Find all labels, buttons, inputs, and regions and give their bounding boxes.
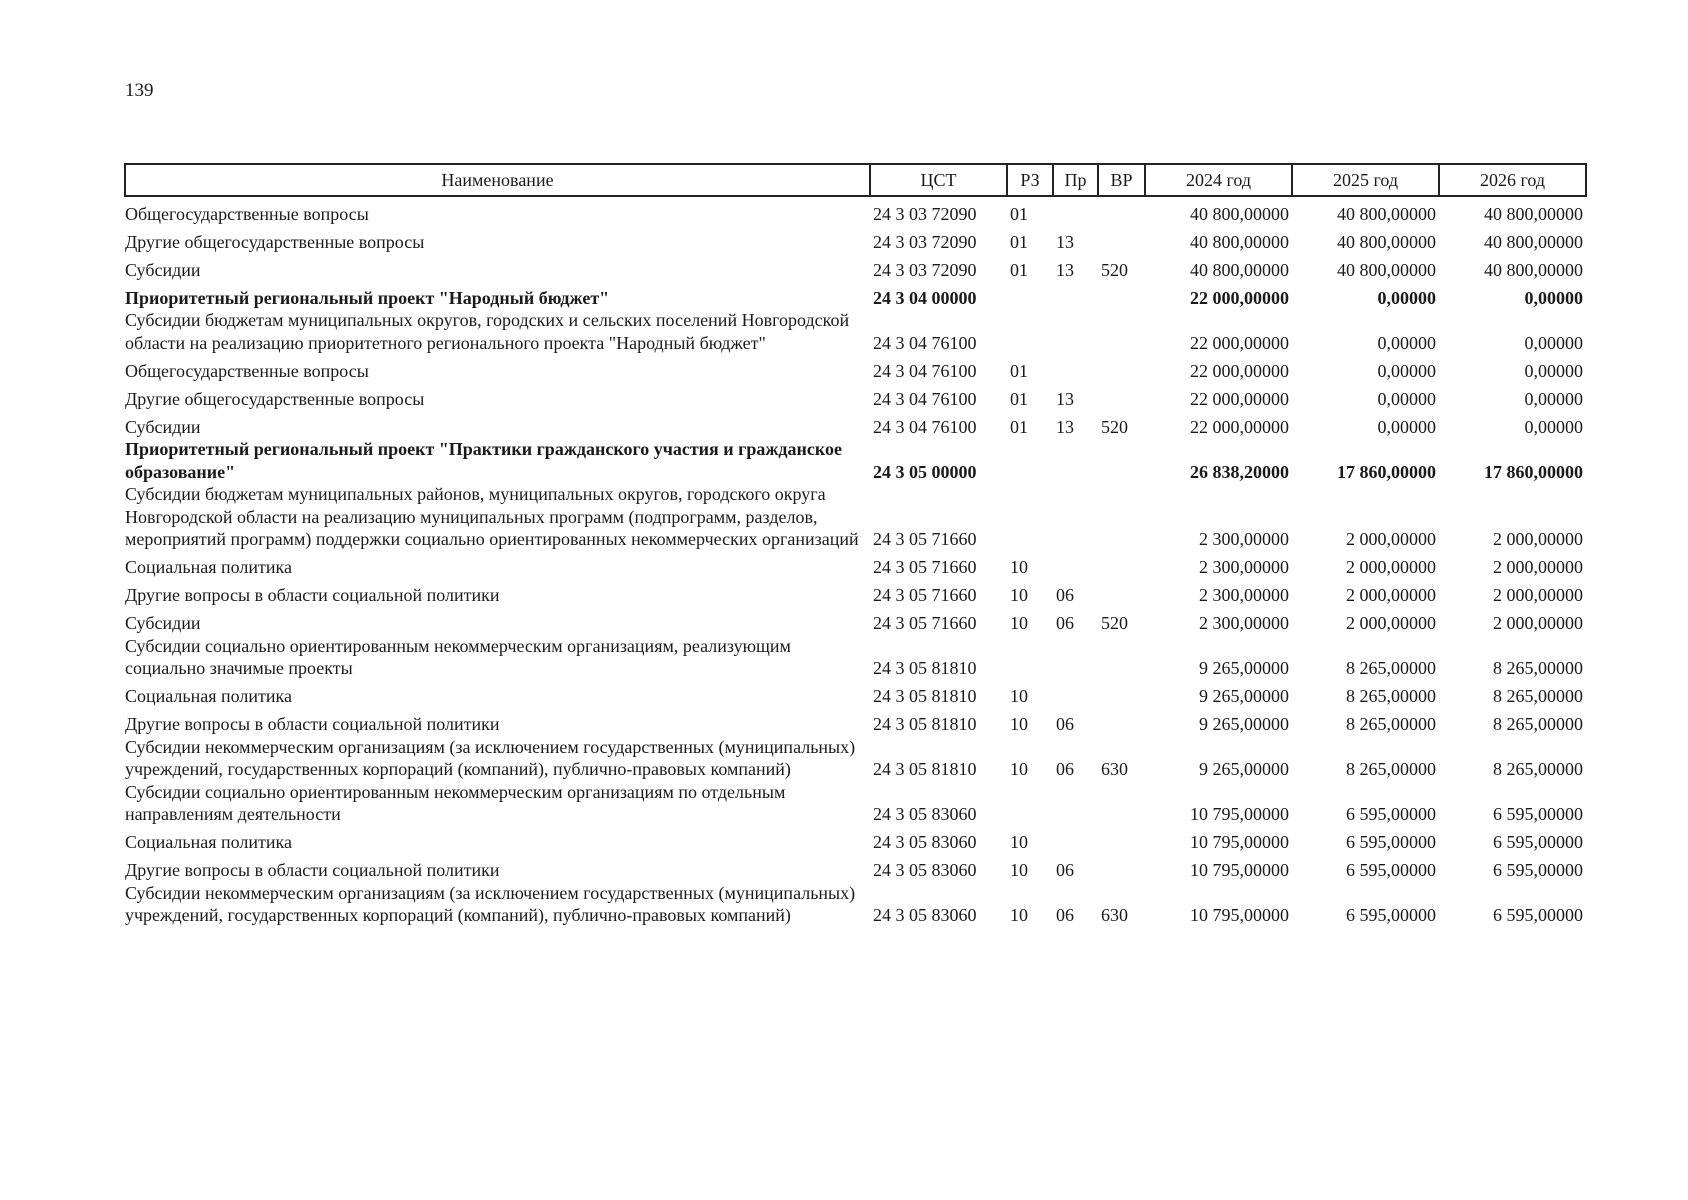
table-row bbox=[125, 882, 1586, 927]
row-cst: 24 3 05 81810 bbox=[873, 658, 977, 678]
row-2026: 0,00000 bbox=[1524, 287, 1583, 308]
row-rz: 01 bbox=[1010, 360, 1028, 381]
row-name: Социальная политика bbox=[125, 832, 292, 852]
row-vr: 520 bbox=[1101, 259, 1128, 280]
table-row bbox=[125, 680, 1586, 708]
row-rz: 10 bbox=[1010, 613, 1028, 633]
table-row bbox=[125, 483, 1586, 551]
row-2026: 40 800,00000 bbox=[1484, 231, 1583, 252]
row-2024: 22 000,00000 bbox=[1190, 360, 1289, 381]
table-row bbox=[125, 354, 1586, 382]
row-cst: 24 3 04 76100 bbox=[873, 332, 977, 353]
row-rz: 01 bbox=[1010, 416, 1028, 437]
row-rz: 10 bbox=[1010, 585, 1028, 605]
row-2025: 40 800,00000 bbox=[1337, 259, 1436, 280]
row-2026: 8 265,00000 bbox=[1493, 658, 1583, 678]
row-pr bbox=[1053, 438, 1098, 483]
header-pr: Пр bbox=[1053, 164, 1098, 196]
row-2024: 2 300,00000 bbox=[1199, 557, 1289, 577]
row-2025: 6 595,00000 bbox=[1346, 804, 1436, 824]
row-2025: 0,00000 bbox=[1377, 388, 1436, 409]
row-name: Приоритетный региональный проект "Практики гражданского участия и гражданское образование" bbox=[125, 439, 842, 482]
row-cst: 24 3 05 81810 bbox=[873, 714, 977, 734]
row-vr bbox=[1098, 483, 1145, 551]
row-pr: 06 bbox=[1056, 860, 1074, 880]
row-2024: 9 265,00000 bbox=[1199, 759, 1289, 779]
row-2025: 2 000,00000 bbox=[1346, 585, 1436, 605]
row-name: Приоритетный региональный проект "Народный бюджет" bbox=[125, 287, 610, 308]
row-vr bbox=[1098, 579, 1145, 607]
table-row bbox=[125, 225, 1586, 253]
row-vr bbox=[1098, 826, 1145, 854]
row-vr bbox=[1098, 708, 1145, 736]
row-2026: 8 265,00000 bbox=[1493, 686, 1583, 706]
row-vr: 630 bbox=[1101, 905, 1128, 925]
row-2024: 2 300,00000 bbox=[1199, 613, 1289, 633]
row-cst: 24 3 05 71660 bbox=[873, 529, 977, 549]
row-cst: 24 3 03 72090 bbox=[873, 231, 977, 252]
row-pr: 06 bbox=[1056, 759, 1074, 779]
row-rz: 01 bbox=[1010, 388, 1028, 409]
row-cst: 24 3 05 71660 bbox=[873, 557, 977, 577]
row-2025: 8 265,00000 bbox=[1346, 714, 1436, 734]
row-2026: 0,00000 bbox=[1524, 388, 1583, 409]
header-name: Наименование bbox=[125, 164, 870, 196]
row-2025: 17 860,00000 bbox=[1337, 461, 1436, 482]
row-name: Общегосударственные вопросы bbox=[125, 203, 369, 224]
header-2024: 2024 год bbox=[1145, 164, 1292, 196]
table-row bbox=[125, 607, 1586, 635]
row-2025: 8 265,00000 bbox=[1346, 658, 1436, 678]
table-row bbox=[125, 382, 1586, 410]
row-2024: 40 800,00000 bbox=[1190, 231, 1289, 252]
row-pr: 13 bbox=[1056, 388, 1074, 409]
row-cst: 24 3 05 83060 bbox=[873, 804, 977, 824]
header-2025: 2025 год bbox=[1292, 164, 1439, 196]
row-name: Другие вопросы в области социальной политики bbox=[125, 860, 500, 880]
row-2025: 0,00000 bbox=[1377, 287, 1436, 308]
row-vr bbox=[1098, 551, 1145, 579]
row-2024: 10 795,00000 bbox=[1190, 860, 1289, 880]
table-row bbox=[125, 438, 1586, 483]
row-rz bbox=[1007, 438, 1053, 483]
row-pr bbox=[1053, 281, 1098, 309]
row-rz: 01 bbox=[1010, 231, 1028, 252]
row-vr bbox=[1098, 354, 1145, 382]
table-row bbox=[125, 781, 1586, 826]
row-pr bbox=[1053, 781, 1098, 826]
row-2026: 8 265,00000 bbox=[1493, 759, 1583, 779]
row-2025: 8 265,00000 bbox=[1346, 759, 1436, 779]
header-vr: ВР bbox=[1098, 164, 1145, 196]
row-name: Субсидии некоммерческим организациям (за исключением государственных (муниципальных) учреждений, государственных корпораций (компаний), публично-правовых компаний) bbox=[125, 882, 856, 925]
row-vr bbox=[1098, 854, 1145, 882]
row-cst: 24 3 04 76100 bbox=[873, 416, 977, 437]
row-2026: 17 860,00000 bbox=[1484, 461, 1583, 482]
row-name: Субсидии некоммерческим организациям (за исключением государственных (муниципальных) учреждений, государственных корпораций (компаний), публично-правовых компаний) bbox=[125, 736, 856, 779]
row-2024: 9 265,00000 bbox=[1199, 714, 1289, 734]
table-row bbox=[125, 253, 1586, 281]
row-cst: 24 3 05 00000 bbox=[873, 461, 977, 482]
row-name: Субсидии bbox=[125, 613, 201, 633]
row-name: Субсидии социально ориентированным некоммерческим организациям, реализующим социально значимые проекты bbox=[125, 635, 791, 678]
row-2026: 6 595,00000 bbox=[1493, 905, 1583, 925]
row-vr bbox=[1098, 309, 1145, 354]
row-pr bbox=[1053, 483, 1098, 551]
row-vr bbox=[1098, 635, 1145, 680]
row-cst: 24 3 03 72090 bbox=[873, 203, 977, 224]
row-2026: 8 265,00000 bbox=[1493, 714, 1583, 734]
row-2026: 2 000,00000 bbox=[1493, 585, 1583, 605]
table-row bbox=[125, 635, 1586, 680]
row-2024: 26 838,20000 bbox=[1190, 461, 1289, 482]
row-2025: 40 800,00000 bbox=[1337, 231, 1436, 252]
row-vr: 630 bbox=[1101, 759, 1128, 779]
row-2024: 40 800,00000 bbox=[1190, 259, 1289, 280]
row-2026: 0,00000 bbox=[1524, 332, 1583, 353]
row-2026: 2 000,00000 bbox=[1493, 529, 1583, 549]
table-body bbox=[125, 196, 1586, 927]
row-pr: 06 bbox=[1056, 905, 1074, 925]
row-pr: 13 bbox=[1056, 259, 1074, 280]
row-name: Социальная политика bbox=[125, 557, 292, 577]
row-vr bbox=[1098, 781, 1145, 826]
row-pr: 13 bbox=[1056, 416, 1074, 437]
row-2026: 0,00000 bbox=[1524, 416, 1583, 437]
row-2025: 40 800,00000 bbox=[1337, 203, 1436, 224]
page-number: 139 bbox=[125, 80, 154, 101]
table-row bbox=[125, 854, 1586, 882]
table-row bbox=[125, 826, 1586, 854]
row-rz: 10 bbox=[1010, 686, 1028, 706]
row-name: Субсидии бюджетам муниципальных районов, муниципальных округов, городского округа Новгородской области на реализацию муниципальных программ (подпрограмм, разделов, мероприятий программ) поддержки социально ориентированных некоммерческих организаций bbox=[125, 484, 859, 549]
row-rz: 10 bbox=[1010, 557, 1028, 577]
row-name: Субсидии bbox=[125, 416, 201, 437]
row-pr: 06 bbox=[1056, 585, 1074, 605]
row-name: Другие общегосударственные вопросы bbox=[125, 388, 425, 409]
row-cst: 24 3 04 00000 bbox=[873, 287, 977, 308]
row-2025: 6 595,00000 bbox=[1346, 832, 1436, 852]
row-cst: 24 3 05 71660 bbox=[873, 613, 977, 633]
row-rz bbox=[1007, 781, 1053, 826]
row-cst: 24 3 04 76100 bbox=[873, 360, 977, 381]
row-name: Субсидии бюджетам муниципальных округов, городских и сельских поселений Новгородской области на реализацию приоритетного регионального проекта "Народный бюджет" bbox=[125, 310, 850, 353]
row-rz bbox=[1007, 281, 1053, 309]
row-pr bbox=[1053, 551, 1098, 579]
row-name: Другие вопросы в области социальной политики bbox=[125, 714, 500, 734]
row-2024: 9 265,00000 bbox=[1199, 686, 1289, 706]
row-rz: 01 bbox=[1010, 259, 1028, 280]
row-pr bbox=[1053, 354, 1098, 382]
row-2024: 10 795,00000 bbox=[1190, 905, 1289, 925]
row-vr: 520 bbox=[1101, 416, 1128, 437]
row-vr bbox=[1098, 281, 1145, 309]
row-rz: 10 bbox=[1010, 832, 1028, 852]
row-pr bbox=[1053, 826, 1098, 854]
table-row bbox=[125, 281, 1586, 309]
row-2025: 0,00000 bbox=[1377, 360, 1436, 381]
row-2026: 40 800,00000 bbox=[1484, 203, 1583, 224]
table-row bbox=[125, 309, 1586, 354]
row-rz: 10 bbox=[1010, 860, 1028, 880]
row-name: Общегосударственные вопросы bbox=[125, 360, 369, 381]
row-2025: 6 595,00000 bbox=[1346, 905, 1436, 925]
row-2026: 0,00000 bbox=[1524, 360, 1583, 381]
budget-table bbox=[124, 163, 1587, 927]
row-vr bbox=[1098, 196, 1145, 225]
row-rz: 10 bbox=[1010, 714, 1028, 734]
row-vr bbox=[1098, 680, 1145, 708]
table-row bbox=[125, 196, 1586, 225]
row-2026: 6 595,00000 bbox=[1493, 804, 1583, 824]
header-rz: РЗ bbox=[1007, 164, 1053, 196]
row-vr bbox=[1098, 438, 1145, 483]
table-row bbox=[125, 708, 1586, 736]
row-name: Социальная политика bbox=[125, 686, 292, 706]
row-2024: 22 000,00000 bbox=[1190, 416, 1289, 437]
table-row bbox=[125, 736, 1586, 781]
row-pr bbox=[1053, 635, 1098, 680]
table-row bbox=[125, 551, 1586, 579]
row-cst: 24 3 03 72090 bbox=[873, 259, 977, 280]
row-2024: 22 000,00000 bbox=[1190, 332, 1289, 353]
row-2026: 6 595,00000 bbox=[1493, 832, 1583, 852]
row-2024: 40 800,00000 bbox=[1190, 203, 1289, 224]
row-2024: 22 000,00000 bbox=[1190, 388, 1289, 409]
header-cst: ЦСТ bbox=[870, 164, 1007, 196]
row-2025: 6 595,00000 bbox=[1346, 860, 1436, 880]
header-2026: 2026 год bbox=[1439, 164, 1586, 196]
row-rz bbox=[1007, 483, 1053, 551]
row-2025: 2 000,00000 bbox=[1346, 557, 1436, 577]
row-pr: 13 bbox=[1056, 231, 1074, 252]
row-2024: 2 300,00000 bbox=[1199, 585, 1289, 605]
row-cst: 24 3 05 71660 bbox=[873, 585, 977, 605]
row-cst: 24 3 05 81810 bbox=[873, 686, 977, 706]
row-cst: 24 3 05 83060 bbox=[873, 832, 977, 852]
row-pr bbox=[1053, 680, 1098, 708]
row-2025: 2 000,00000 bbox=[1346, 529, 1436, 549]
row-pr bbox=[1053, 196, 1098, 225]
row-2024: 10 795,00000 bbox=[1190, 804, 1289, 824]
row-cst: 24 3 05 83060 bbox=[873, 860, 977, 880]
row-name: Другие вопросы в области социальной политики bbox=[125, 585, 500, 605]
table-row bbox=[125, 410, 1586, 438]
row-2026: 2 000,00000 bbox=[1493, 557, 1583, 577]
row-rz: 10 bbox=[1010, 905, 1028, 925]
row-2025: 0,00000 bbox=[1377, 416, 1436, 437]
row-rz: 01 bbox=[1010, 203, 1028, 224]
row-2026: 40 800,00000 bbox=[1484, 259, 1583, 280]
row-2025: 0,00000 bbox=[1377, 332, 1436, 353]
row-vr: 520 bbox=[1101, 613, 1128, 633]
row-name: Субсидии социально ориентированным некоммерческим организациям по отдельным направлениям деятельности bbox=[125, 781, 786, 824]
table-header-row bbox=[125, 164, 1586, 196]
row-2025: 8 265,00000 bbox=[1346, 686, 1436, 706]
row-name: Другие общегосударственные вопросы bbox=[125, 231, 425, 252]
row-rz bbox=[1007, 309, 1053, 354]
row-cst: 24 3 04 76100 bbox=[873, 388, 977, 409]
row-2026: 2 000,00000 bbox=[1493, 613, 1583, 633]
row-pr: 06 bbox=[1056, 613, 1074, 633]
row-name: Субсидии bbox=[125, 259, 201, 280]
row-2025: 2 000,00000 bbox=[1346, 613, 1436, 633]
row-2024: 2 300,00000 bbox=[1199, 529, 1289, 549]
row-2024: 22 000,00000 bbox=[1190, 287, 1289, 308]
row-pr: 06 bbox=[1056, 714, 1074, 734]
row-cst: 24 3 05 83060 bbox=[873, 905, 977, 925]
row-rz: 10 bbox=[1010, 759, 1028, 779]
row-vr bbox=[1098, 382, 1145, 410]
row-rz bbox=[1007, 635, 1053, 680]
row-2026: 6 595,00000 bbox=[1493, 860, 1583, 880]
row-2024: 9 265,00000 bbox=[1199, 658, 1289, 678]
row-2024: 10 795,00000 bbox=[1190, 832, 1289, 852]
row-pr bbox=[1053, 309, 1098, 354]
row-vr bbox=[1098, 225, 1145, 253]
row-cst: 24 3 05 81810 bbox=[873, 759, 977, 779]
table-row bbox=[125, 579, 1586, 607]
